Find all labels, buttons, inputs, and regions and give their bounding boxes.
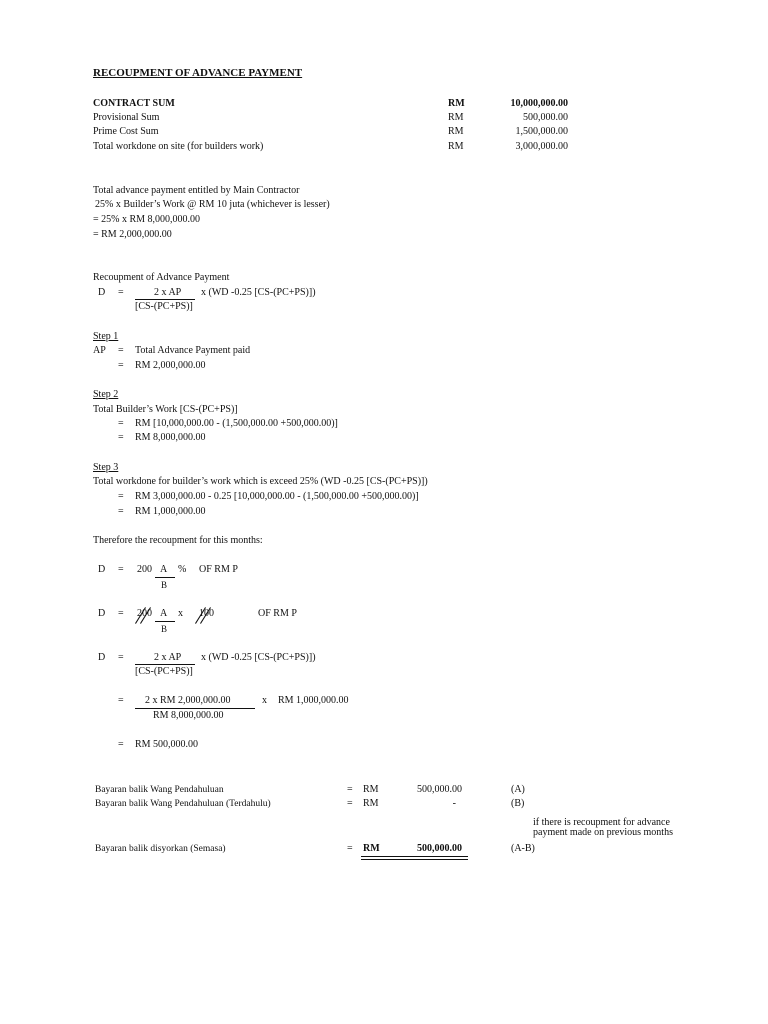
workdone-unit: RM [448,141,464,152]
calc2-eq: = [118,608,124,619]
calc1-b: B [161,580,168,590]
step2-heading: Step 2 [93,389,119,400]
calc2-d: D [98,608,106,619]
summary-b-unit: RM [363,798,379,809]
step3-heading: Step 3 [93,462,119,473]
step1-value: RM 2,000,000.00 [135,360,206,371]
entitled-line-4: = RM 2,000,000.00 [93,229,172,240]
summary-a-unit: RM [363,784,379,795]
calc1-of: OF RM P [199,564,238,575]
contract-sum-value: 10,000,000.00 [510,98,568,109]
calc1-eq: = [118,564,124,575]
summary-a-eq: = [347,784,353,795]
step1-eq: = [118,345,124,356]
step2-line-1: RM [10,000,000.00 - (1,500,000.00 +500,000.00)] [135,418,338,429]
calc4-denominator: RM 8,000,000.00 [153,710,224,721]
calc1-pct: % [178,564,187,575]
calc4-numerator: 2 x RM 2,000,000.00 [145,695,231,706]
step3-line-1: RM 3,000,000.00 - 0.25 [10,000,000.00 - (1,500,000.00 +500,000.00)] [135,491,419,502]
step3-desc: Total workdone for builder’s work which is exceed 25% (WD -0.25 [CS-(PC+PS)]) [93,476,428,487]
summary-note-line-1: if there is recoupment for advance [533,817,670,828]
provisional-sum-value: 500,000.00 [523,112,568,123]
calc4-fraction-bar [135,708,255,709]
step2-eq-1: = [118,418,124,429]
entitled-line-3: = 25% x RM 8,000,000.00 [93,214,201,225]
calc2-a: A [160,608,168,619]
calc3-fraction-bar [135,664,195,665]
summary-total-value: 500,000.00 [417,843,462,854]
prime-cost-label: Prime Cost Sum [93,126,159,137]
workdone-value: 3,000,000.00 [515,141,568,152]
prime-cost-value: 1,500,000.00 [515,126,568,137]
summary-total-eq: = [347,843,353,854]
calc3-d: D [98,652,106,663]
step2-line-2: RM 8,000,000.00 [135,432,206,443]
calc2-of: OF RM P [258,608,297,619]
step2-desc: Total Builder’s Work [CS-(PC+PS)] [93,404,238,415]
step1-eq-2: = [118,360,124,371]
formula-d: D [98,287,106,298]
summary-b-value: - [452,798,456,809]
step1-ap: AP [93,345,106,356]
summary-total-unit: RM [363,843,380,854]
workdone-label: Total workdone on site (for builders work) [93,141,264,152]
formula-times: x (WD -0.25 [CS-(PC+PS)]) [201,287,316,298]
summary-note-line-2: payment made on previous months [533,827,673,838]
summary-a-value: 500,000.00 [417,784,462,795]
calc4-eq: = [118,695,124,706]
formula-eq: = [118,287,124,298]
calc3-numerator: 2 x AP [154,652,182,663]
calc2-100: 100 [199,608,214,619]
step1-desc: Total Advance Payment paid [135,345,251,356]
result-eq: = [118,739,124,750]
prime-cost-unit: RM [448,126,464,137]
calc2-x: x [178,608,183,619]
step1-heading: Step 1 [93,331,119,342]
summary-total-label: Bayaran balik disyorkan (Semasa) [95,844,226,854]
calc4-times: RM 1,000,000.00 [278,695,349,706]
summary-total-ref: (A-B) [511,843,535,854]
calc3-denominator: [CS-(PC+PS)] [135,666,193,677]
formula-heading: Recoupment of Advance Payment [93,272,230,283]
calc1-d: D [98,564,106,575]
summary-a-ref: (A) [511,784,525,795]
total-double-underline-bottom [361,859,468,860]
step3-line-2: RM 1,000,000.00 [135,506,206,517]
calc3-times: x (WD -0.25 [CS-(PC+PS)]) [201,652,316,663]
entitled-line-2: 25% x Builder’s Work @ RM 10 juta (whichever is lesser) [95,199,330,210]
therefore-text: Therefore the recoupment for this months: [93,535,263,546]
calc1-200: 200 [137,564,152,575]
step2-eq-2: = [118,432,124,443]
calc2-200: 200 [137,608,152,619]
page-title: RECOUPMENT OF ADVANCE PAYMENT [93,67,303,79]
summary-a-label: Bayaran balik Wang Pendahuluan [95,785,224,795]
formula-numerator: 2 x AP [154,287,182,298]
contract-sum-label: CONTRACT SUM [93,98,175,109]
summary-b-ref: (B) [511,798,525,809]
summary-b-eq: = [347,798,353,809]
calc2-fraction-bar [155,621,175,622]
formula-fraction-bar [135,299,195,300]
calc1-a: A [160,564,168,575]
calc3-eq: = [118,652,124,663]
provisional-sum-label: Provisional Sum [93,112,160,123]
step3-eq-2: = [118,506,124,517]
formula-denominator: [CS-(PC+PS)] [135,301,193,312]
result-value: RM 500,000.00 [135,739,199,750]
calc2-b: B [161,624,168,634]
summary-b-label: Bayaran balik Wang Pendahuluan (Terdahulu) [95,799,271,809]
entitled-line-1: Total advance payment entitled by Main Contractor [93,185,300,196]
contract-sum-unit: RM [448,98,465,109]
step3-eq-1: = [118,491,124,502]
total-double-underline-top [361,856,468,857]
calc1-fraction-bar [155,577,175,578]
provisional-sum-unit: RM [448,112,464,123]
calc4-x: x [262,695,267,706]
